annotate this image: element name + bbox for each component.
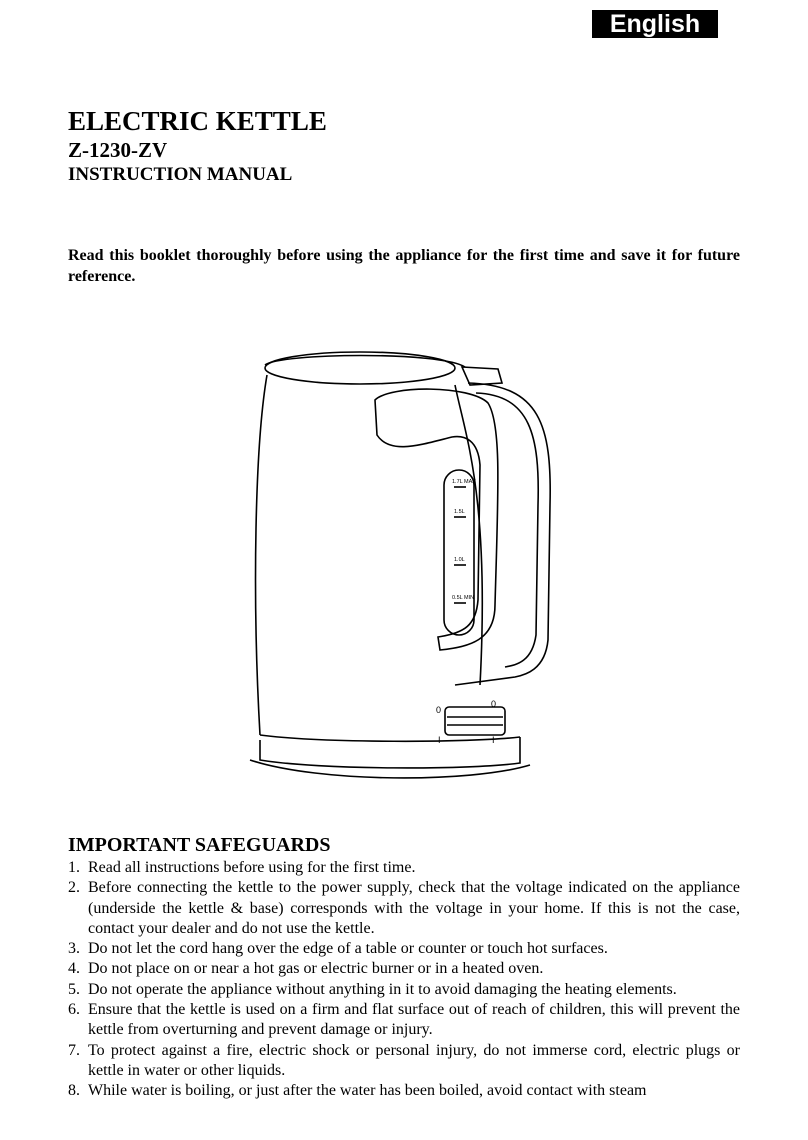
gauge-label: 1.7L MAX: [452, 479, 476, 485]
gauge-label: 0.5L MIN: [452, 595, 475, 601]
item-text: Read all instructions before using for the first time.: [88, 859, 416, 876]
item-text: Before connecting the kettle to the power supply, check that the voltage indicated on the appliance (underside the kettle & base) corresponds with the voltage in your home. If this is not the case, contact your dealer and do not use the kettle.: [88, 879, 740, 937]
power-switch: [445, 707, 505, 735]
water-level-gauge: [444, 470, 474, 635]
item-number: 2.: [68, 879, 80, 897]
safeguards-list: [68, 858, 740, 1102]
model-number: Z-1230-ZV: [68, 138, 168, 162]
gauge-label: 1.0L: [454, 557, 465, 563]
item-number: 4.: [68, 960, 80, 978]
list-item: [68, 878, 740, 939]
switch-on-label: I: [492, 735, 495, 745]
item-number: 8.: [68, 1082, 80, 1100]
document-subtitle: INSTRUCTION MANUAL: [68, 164, 293, 185]
list-item: [68, 980, 740, 1000]
list-item: [68, 1000, 740, 1041]
kettle-handle-inner-edge: [476, 393, 538, 667]
item-number: 3.: [68, 940, 80, 958]
switch-off-label: 0: [491, 699, 497, 709]
item-text: Do not operate the appliance without anything in it to avoid damaging the heating elements.: [88, 980, 677, 998]
list-item: [68, 1081, 740, 1101]
intro-paragraph: Read this booklet thoroughly before using the appliance for the first time and save it for future reference.: [68, 247, 740, 285]
list-item: [68, 1041, 740, 1082]
switch-on-label: I: [438, 735, 441, 745]
kettle-body-left: [256, 375, 267, 735]
switch-off-label: 0: [436, 705, 442, 715]
item-text: Ensure that the kettle is used on a firm and flat surface out of reach of children, this will prevent the kettle from overturning and prevent damage or injury.: [88, 1001, 740, 1039]
kettle-base-top: [260, 735, 520, 741]
lid-release-button: [462, 367, 502, 385]
item-text: To protect against a fire, electric shock or personal injury, do not immerse cord, electric plugs or kettle in water or other liquids.: [88, 1041, 740, 1079]
list-item: [68, 939, 740, 959]
kettle-lid: [265, 352, 455, 384]
gauge-label: 1.5L: [454, 509, 465, 515]
kettle-illustration: [240, 345, 560, 790]
list-item: [68, 959, 740, 979]
kettle-base-bottom: [250, 760, 530, 778]
item-number: 1.: [68, 859, 80, 876]
kettle-handle-window: [375, 389, 498, 650]
kettle-lid-rim: [265, 356, 465, 368]
safeguards-heading: IMPORTANT SAFEGUARDS: [68, 834, 331, 856]
language-badge: English: [592, 10, 718, 38]
document-title: ELECTRIC KETTLE: [68, 106, 327, 136]
item-text: Do not place on or near a hot gas or electric burner or in a heated oven.: [88, 960, 544, 978]
item-number: 5.: [68, 980, 80, 998]
item-text: While water is boiling, or just after the water has been boiled, avoid contact with steam: [88, 1082, 647, 1100]
item-number: 6.: [68, 1001, 80, 1019]
item-number: 7.: [68, 1041, 80, 1059]
list-item: [68, 858, 740, 878]
item-text: Do not let the cord hang over the edge of a table or counter or touch hot surfaces.: [88, 940, 608, 958]
